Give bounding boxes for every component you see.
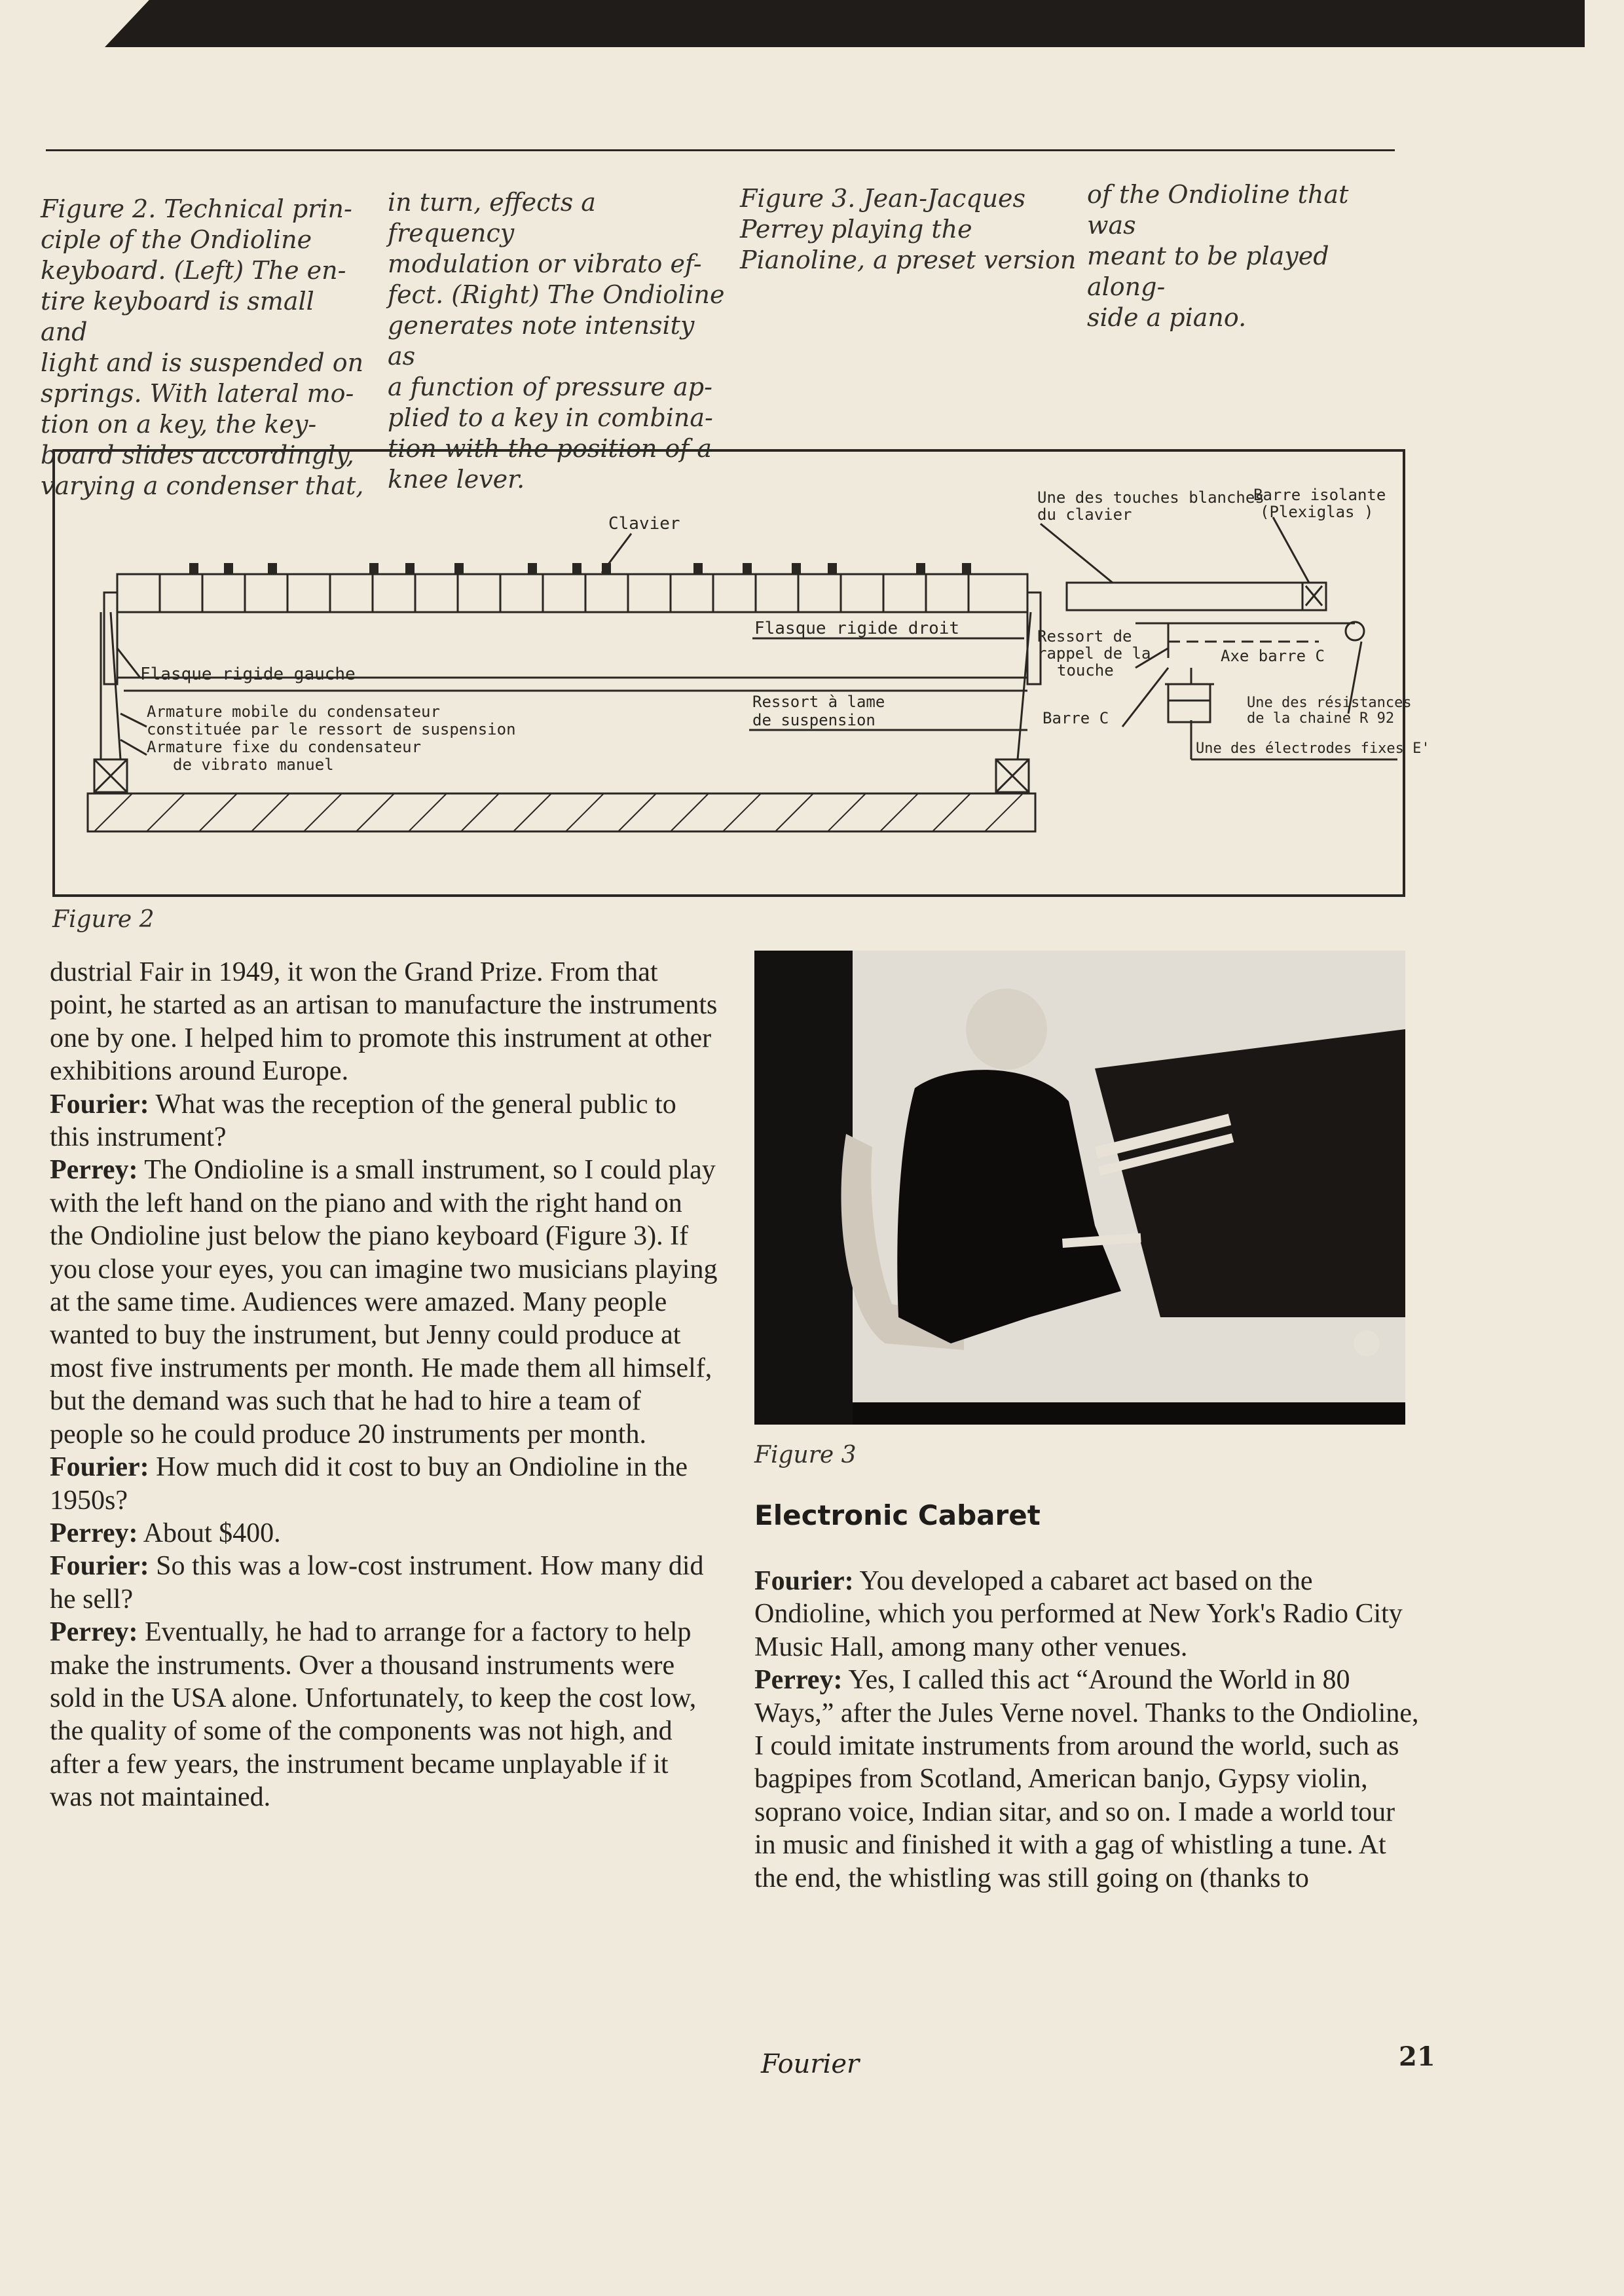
label-touches-1: Une des touches blanches	[1037, 488, 1264, 507]
speaker-perrey: Perrey:	[754, 1665, 843, 1696]
figure2-label: Figure 2	[52, 906, 155, 933]
label-ressort-rappel-1: Ressort de	[1037, 627, 1132, 646]
black-keys	[189, 563, 971, 574]
white-key-detail	[1067, 583, 1302, 610]
axle-circle	[1346, 622, 1364, 640]
answer-text: The Ondioline is a small instrument, so I could play with the left hand on the piano and with the right hand on the Ondioline just below the piano keyboard (Figure 3). If you close your eyes, you can imagine two musicians playing at the same time. Audiences were amazed. Many people wanted to buy the instrument, but Jenny could produce at most five instruments per month. He made them all himself, but the demand was such that he had to hire a team of people so he could produce 20 instruments per month.	[50, 1155, 718, 1449]
left-column-text	[50, 956, 718, 1814]
figure3-photo	[754, 951, 1405, 1425]
question-text: What was the reception of the general public to this instrument?	[50, 1089, 676, 1153]
label-ressort-lame-1: Ressort à lame	[752, 693, 885, 711]
figure3-label: Figure 3	[754, 1442, 857, 1468]
footer-author: Fourier	[761, 2049, 860, 2079]
speaker-perrey: Perrey:	[50, 1617, 138, 1648]
speaker-perrey: Perrey:	[50, 1155, 138, 1186]
question-text: How much did it cost to buy an Ondioline in the 1950s?	[50, 1452, 688, 1516]
label-electrodes: Une des électrodes fixes E'	[1196, 740, 1430, 757]
label-armature-fixe-2: de vibrato manuel	[173, 756, 334, 774]
answer-text: Yes, I called this act “Around the World in 80 Ways,” after the Jules Verne novel. Thanks to the Ondioline, I could imitate instruments from around the world, such as bagpipes from Scotland, American banjo, Gypsy violin, soprano voice, Indian sitar, and so on. I made a world tour in music and finished it with a gag of whistling a tune. At the end, the whistling was still going on (thanks to	[754, 1665, 1419, 1893]
question-text: So this was a low-cost instrument. How many did he sell?	[50, 1551, 704, 1614]
figure2-caption-part2: in turn, effects a frequency modulation or vibrato ef- fect. (Right) The Ondioline generates note intensity as a function of pressure ap- plied to a key in combina- tion with the position of a knee lever.	[388, 188, 725, 494]
label-barre-isolante-2: (Plexiglas )	[1260, 503, 1374, 521]
label-axe-barre: Axe barre C	[1221, 647, 1325, 665]
speaker-perrey: Perrey:	[50, 1518, 138, 1548]
section-title: Electronic Cabaret	[754, 1499, 1041, 1531]
qa-answer-2	[50, 1517, 718, 1550]
label-armature-mobile-2: constituée par le ressort de suspension	[147, 720, 516, 738]
qa-question-1	[50, 1088, 718, 1154]
qa-question-3	[50, 1550, 718, 1616]
electrode-block	[1168, 684, 1210, 722]
keyboard-labels	[140, 514, 959, 774]
label-armature-mobile-1: Armature mobile du condensateur	[147, 702, 440, 721]
figure2-diagram	[52, 449, 1430, 897]
qa-answer-4	[754, 1664, 1419, 1895]
header-rule	[46, 149, 1395, 151]
base-hatching	[94, 793, 1023, 831]
label-ressort-rappel-3: touche	[1057, 661, 1114, 680]
speaker-fourier: Fourier:	[50, 1452, 149, 1483]
label-ressort-lame-2: de suspension	[752, 711, 876, 729]
label-resistances-1: Une des résistances	[1247, 695, 1412, 711]
paragraph-intro: dustrial Fair in 1949, it won the Grand Prize. From that point, he started as an artisan to manufacture the instruments one by one. I helped him to promote this instrument at other exhibitions around Europe.	[50, 957, 718, 1087]
figure3-caption-part2: of the Ondioline that was meant to be played along- side a piano.	[1087, 180, 1349, 332]
label-ressort-rappel-2: rappel de la	[1037, 644, 1151, 663]
speaker-fourier: Fourier:	[50, 1089, 149, 1120]
qa-answer-3	[50, 1616, 718, 1813]
label-barre-c: Barre C	[1043, 709, 1109, 727]
mechanism-labels	[1037, 486, 1430, 757]
answer-text: Eventually, he had to arrange for a factory to help make the instruments. Over a thousand instruments were sold in the USA alone. Unfortunately, to keep the cost low, the quality of some of the components was not high, and after a few years, the instrument became unplayable if it was not maintained.	[50, 1617, 697, 1813]
label-barre-isolante-1: Barre isolante	[1253, 486, 1386, 504]
label-clavier: Clavier	[608, 514, 680, 534]
person-head	[966, 989, 1047, 1070]
right-column-text	[754, 1565, 1419, 1895]
qa-question-2	[50, 1451, 718, 1517]
label-flasque-gauche: Flasque rigide gauche	[140, 665, 356, 684]
base-plate	[88, 793, 1035, 831]
key-dividers	[160, 574, 969, 612]
photo-perrey-at-piano	[754, 951, 1405, 1425]
top-decorative-bar	[105, 0, 1585, 47]
answer-text: About $400.	[143, 1518, 281, 1548]
speaker-fourier: Fourier:	[50, 1551, 149, 1582]
qa-answer-1	[50, 1154, 718, 1451]
qa-question-4	[754, 1565, 1419, 1664]
speaker-fourier: Fourier:	[754, 1566, 854, 1596]
label-touches-2: du clavier	[1037, 505, 1132, 524]
page-number: 21	[1399, 2041, 1435, 2072]
ondioline-technical-drawing	[55, 452, 1430, 894]
label-armature-fixe-1: Armature fixe du condensateur	[147, 738, 422, 756]
label-resistances-2: de la chaine R 92	[1247, 710, 1395, 727]
figure3-caption-part1: Figure 3. Jean-Jacques Perrey playing the Pianoline, a preset version	[740, 184, 1077, 274]
label-flasque-droit: Flasque rigide droit	[754, 619, 960, 638]
question-text: You developed a cabaret act based on the Ondioline, which you performed at New York's Radio City Music Hall, among many other venues.	[754, 1566, 1403, 1662]
figure2-caption-part1: Figure 2. Technical prin- ciple of the Ondioline keyboard. (Left) The en- tire keyboard is small and light and is suspended on springs. With lateral mo- tion on a key, the key- board slides accordingly, varying a condenser that,	[41, 194, 364, 500]
